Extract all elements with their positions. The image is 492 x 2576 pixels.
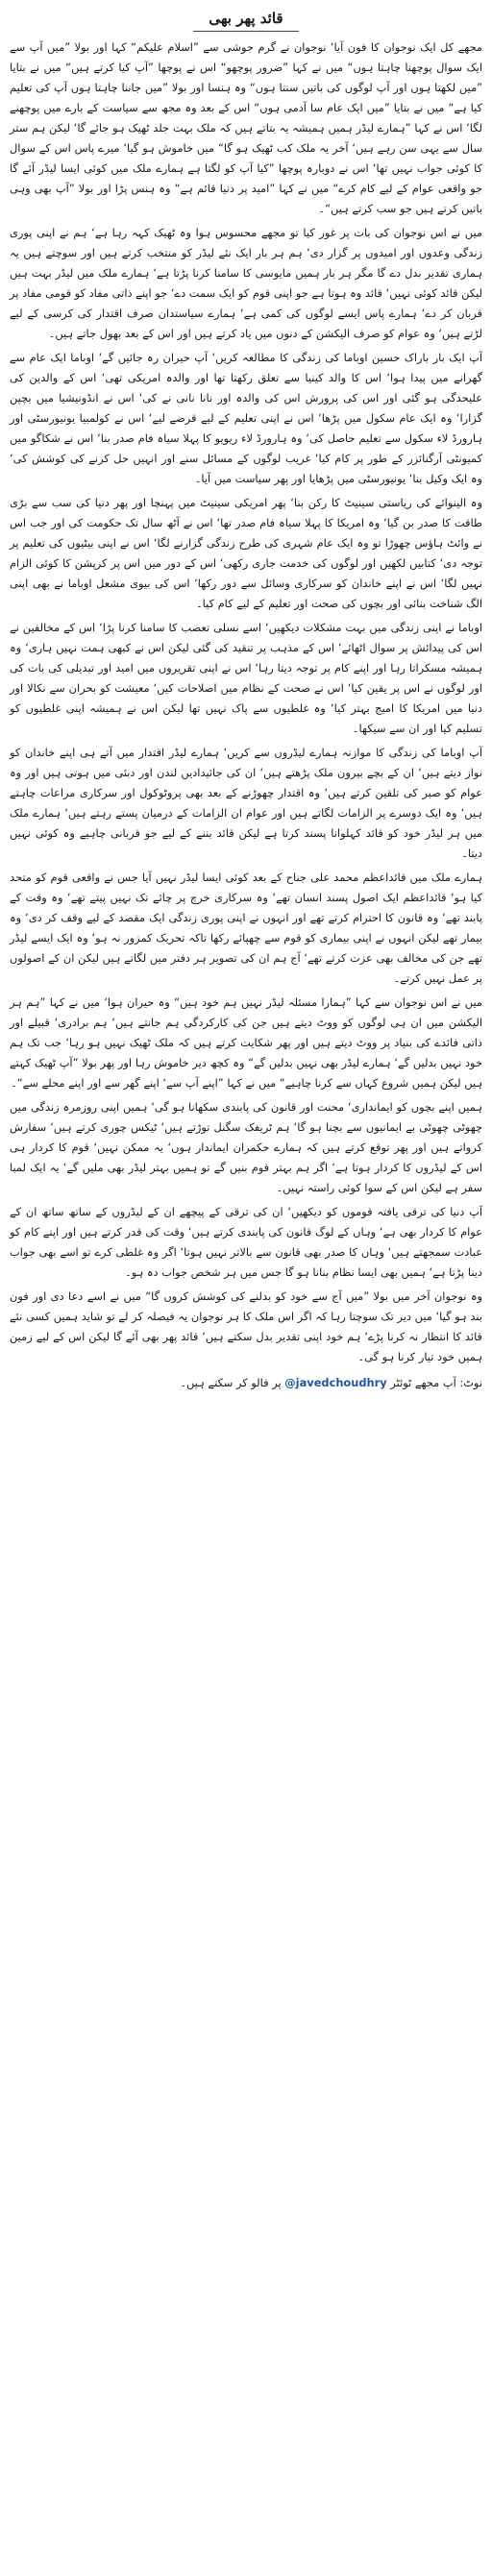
- paragraph: مجھے کل ایک نوجوان کا فون آیا‘ نوجوان نے گرم جوشی سے ”اسلام علیکم“ کہا اور بولا ”میں آپ سے ایک سوال پوچھنا چاہتا ہوں“ میں نے کہا ”ضرور پوچھو“ اس نے پوچھا ”آپ کیا کرتے ہیں“ میں نے بتایا ”میں لکھتا ہوں اور آپ لوگوں کی باتیں سنتا ہوں“ وہ ہنسا اور بولا ”میں جاننا چاہتا ہوں آپ کی تعلیم کیا ہے“ میں نے بتایا ”میں ایک عام سا آدمی ہوں“ اس کے بعد وہ مجھ سے سیاست کے بارے میں پوچھنے لگا‘ اس نے کہا ”ہمارے لیڈر ہمیں ہمیشہ یہ بتاتے ہیں کہ ملک بہت جلد ٹھیک ہو جائے گا‘ لیکن ہم ستر سال سے یہی سن رہے ہیں‘ آخر یہ ملک کب ٹھیک ہو گا“ میں خاموش ہو گیا‘ میرے پاس اس کے سوال کا کوئی جواب نہیں تھا‘ اس نے دوبارہ پوچھا ”کیا آپ کو لگتا ہے ہمارے ملک میں کوئی ایسا لیڈر آئے گا جو واقعی عوام کے لیے کام کرے“ میں نے کہا ”امید پر دنیا قائم ہے“ وہ ہنس پڑا اور بولا ”آپ بھی وہی باتیں کرتے ہیں جو سب کرتے ہیں“۔: [10, 40, 482, 215]
- paragraph: وہ نوجوان آخر میں بولا ”میں آج سے خود کو بدلنے کی کوشش کروں گا“ میں نے اسے دعا دی اور فون بند ہو گیا‘ میں دیر تک سوچتا رہا کہ اگر اس ملک کا ہر نوجوان یہ فیصلہ کر لے تو شاید ہمیں کسی نئے قائد کا انتظار نہ کرنا پڑے‘ ہم خود اپنی تقدیر بدل سکتے ہیں‘ قائد پھر بھی آئے گا لیکن اس کے لیے زمین ہمیں خود تیار کرنا ہو گی۔: [10, 1289, 482, 1363]
- paragraph: میں نے اس نوجوان کی بات پر غور کیا تو مجھے محسوس ہوا وہ ٹھیک کہہ رہا ہے‘ ہم نے اپنی پوری زندگی وعدوں اور امیدوں پر گزار دی‘ ہم ہر بار ایک نئے لیڈر کو منتخب کرتے ہیں اور سوچتے ہیں یہ ہماری تقدیر بدل دے گا مگر ہر بار ہمیں مایوسی کا سامنا کرنا پڑتا ہے‘ ہمارے ملک میں لیڈر بہت ہیں لیکن قائد کوئی نہیں‘ قائد وہ ہوتا ہے جو اپنی قوم کو ایک سمت دے‘ جو اپنے ذاتی مفاد کو قومی مفاد پر قربان کر دے‘ ہمارے پاس ایسے لوگوں کی کمی ہے‘ ہمارے سیاستدان صرف اقتدار کی کرسی کے لیے لڑتے ہیں‘ وہ عوام کو صرف الیکشن کے دنوں میں یاد کرتے ہیں اور اس کے بعد بھول جاتے ہیں۔: [10, 226, 482, 340]
- paragraph: ہمارے ملک میں قائداعظم محمد علی جناح کے بعد کوئی ایسا لیڈر نہیں آیا جس نے واقعی قوم کو متحد کیا ہو‘ قائداعظم ایک اصول پسند انسان تھے‘ وہ سرکاری خرچ پر چائے تک نہیں پیتے تھے‘ وہ وقت کے پابند تھے‘ وہ قانون کا احترام کرتے تھے اور انہوں نے اپنی پوری زندگی ایک مقصد کے لیے وقف کر دی‘ وہ بیمار تھے لیکن انہوں نے اپنی بیماری کو قوم سے چھپائے رکھا تاکہ تحریک کمزور نہ ہو‘ وہ ایک ایسے لیڈر تھے جن کی مخالف بھی عزت کرتے تھے‘ آج ہم ان کی تصویر ہر دفتر میں لگاتے ہیں لیکن ان کے اصولوں پر عمل نہیں کرتے۔: [10, 871, 482, 985]
- article-body: [10, 37, 482, 1393]
- footnote: [10, 1373, 482, 1393]
- paragraph: آپ دنیا کی ترقی یافتہ قوموں کو دیکھیں‘ ان کی ترقی کے پیچھے ان کے لیڈروں کے ساتھ ساتھ ان کے عوام کا کردار بھی ہے‘ وہاں کے لوگ قانون کی پابندی کرتے ہیں‘ وقت کی قدر کرتے ہیں اور اپنے کام کو عبادت سمجھتے ہیں‘ وہاں کا صدر بھی قانون سے بالاتر نہیں ہوتا‘ اگر وہ غلطی کرے تو اسے بھی جواب دینا پڑتا ہے‘ ہمیں بھی ایسا نظام بنانا ہو گا جس میں ہر شخص جواب دہ ہو۔: [10, 1205, 482, 1279]
- paragraph: اوباما نے اپنی زندگی میں بہت مشکلات دیکھیں‘ اسے نسلی تعصب کا سامنا کرنا پڑا‘ اس کے مخالفین نے اس کی پیدائش پر سوال اٹھائے‘ اس کے مذہب پر تنقید کی گئی لیکن اس نے کبھی ہمت نہیں ہاری‘ وہ ہمیشہ مسکراتا رہا اور اپنے کام پر توجہ دیتا رہا‘ اس نے اپنی تقریروں میں امید اور تبدیلی کی بات کی اور لوگوں نے اس پر یقین کیا‘ اس نے صحت کے نظام میں اصلاحات کیں‘ معیشت کو بحران سے نکالا اور دنیا میں امریکا کا امیج بہتر کیا‘ وہ غلطیوں سے پاک نہیں تھا لیکن اس نے ہمیشہ اپنی غلطیوں کو تسلیم کیا اور ان سے سیکھا۔: [10, 621, 482, 735]
- paragraph: وہ الینوائے کی ریاستی سینیٹ کا رکن بنا‘ پھر امریکی سینیٹ میں پہنچا اور پھر دنیا کی سب سے بڑی طاقت کا صدر بن گیا‘ وہ امریکا کا پہلا سیاہ فام صدر تھا‘ اس نے آٹھ سال تک حکومت کی اور جب اس نے وائٹ ہاؤس چھوڑا تو وہ ایک عام شہری کی طرح زندگی گزارنے لگا‘ اس نے اپنی بیٹیوں کی تعلیم پر توجہ دی‘ کتابیں لکھیں اور لوگوں کی خدمت جاری رکھی‘ اس کے دور میں اس پر کرپشن کا کوئی الزام نہیں لگا‘ اس نے اپنے خاندان کو سرکاری وسائل سے دور رکھا‘ اس کی بیوی مشعل اوباما نے بھی اپنی الگ شناخت بنائی اور بچوں کی صحت اور تعلیم کے لیے کام کیا۔: [10, 496, 482, 610]
- article-title: قائد پھر بھی: [193, 8, 298, 32]
- paragraph: آپ ایک بار باراک حسین اوباما کی زندگی کا مطالعہ کریں‘ آپ حیران رہ جائیں گے‘ اوباما ایک عام سے گھرانے میں پیدا ہوا‘ اس کا والد کینیا سے تعلق رکھتا تھا اور والدہ امریکی تھی‘ اس کے والدین کی علیحدگی ہو گئی اور اس کی پرورش اس کی والدہ اور نانا نانی نے کی‘ اس نے انڈونیشیا میں بچپن گزارا‘ وہ ایک عام سکول میں پڑھا‘ اس نے اپنی تعلیم کے لیے قرضے لیے‘ اس نے کولمبیا یونیورسٹی اور ہارورڈ لاء سکول سے تعلیم حاصل کی‘ وہ ہارورڈ لاء ریویو کا پہلا سیاہ فام صدر بنا‘ اس نے شکاگو میں کمیونٹی آرگنائزر کے طور پر کام کیا‘ غریب لوگوں کے مسائل سنے اور انہیں حل کرنے کی کوشش کی‘ وہ ایک وکیل بنا‘ یونیورسٹی میں پڑھایا اور پھر سیاست میں آیا۔: [10, 351, 482, 485]
- paragraph: ہمیں اپنے بچوں کو ایمانداری‘ محنت اور قانون کی پابندی سکھانا ہو گی‘ ہمیں اپنی روزمرہ زندگی میں چھوٹی چھوٹی بے ایمانیوں سے بچنا ہو گا‘ ہم ٹریفک سگنل توڑتے ہیں‘ ٹیکس چوری کرتے ہیں‘ سفارش کرواتے ہیں اور پھر توقع کرتے ہیں کہ ہمارے حکمران ایماندار ہوں‘ یہ ممکن نہیں‘ قوم کا کردار ہی اس کے لیڈروں کا کردار ہوتا ہے‘ اگر ہم بہتر قوم بنیں گے تو ہمیں بہتر لیڈر بھی ملیں گے‘ یہ ایک لمبا سفر ہے لیکن اس کے سوا کوئی راستہ نہیں۔: [10, 1100, 482, 1194]
- article-header: [10, 8, 482, 32]
- twitter-handle-link[interactable]: @javedchoudhry: [284, 1376, 387, 1389]
- footnote-label: نوٹ: آپ مجھے ٹوئٹر: [390, 1376, 482, 1389]
- footnote-suffix: پر فالو کر سکتے ہیں۔: [180, 1376, 282, 1389]
- paragraph: میں نے اس نوجوان سے کہا ”ہمارا مسئلہ لیڈر نہیں ہم خود ہیں“ وہ حیران ہوا‘ میں نے کہا ”ہم ہر الیکشن میں ان ہی لوگوں کو ووٹ دیتے ہیں جن کی کارکردگی ہم جانتے ہیں‘ ہم برادری‘ قبیلے اور ذاتی فائدے کی بنیاد پر ووٹ دیتے ہیں اور پھر شکایت کرتے ہیں کہ ملک ٹھیک نہیں ہو رہا‘ جب تک ہم خود نہیں بدلیں گے‘ ہمارے لیڈر بھی نہیں بدلیں گے“ وہ کچھ دیر خاموش رہا اور پھر بولا ”آپ ٹھیک کہتے ہیں لیکن ہمیں شروع کہاں سے کرنا چاہیے“ میں نے کہا ”اپنے آپ سے‘ اپنے گھر سے اور اپنے محلے سے“۔: [10, 995, 482, 1090]
- paragraph: آپ اوباما کی زندگی کا موازنہ ہمارے لیڈروں سے کریں‘ ہمارے لیڈر اقتدار میں آتے ہی اپنے خاندان کو نواز دیتے ہیں‘ ان کے بچے بیرون ملک پڑھتے ہیں‘ ان کی جائیدادیں لندن اور دبئی میں ہوتی ہیں اور وہ عوام کو صبر کی تلقین کرتے ہیں‘ وہ اقتدار چھوڑنے کے بعد بھی پروٹوکول اور سرکاری مراعات چاہتے ہیں‘ وہ ایک دوسرے پر الزامات لگاتے ہیں اور عوام ان الزامات کے درمیان پستے رہتے ہیں‘ ہمارے ملک میں ہر لیڈر خود کو قائد کہلوانا پسند کرتا ہے لیکن قائد بننے کے لیے جو قربانی چاہیے وہ کوئی نہیں دیتا۔: [10, 746, 482, 860]
